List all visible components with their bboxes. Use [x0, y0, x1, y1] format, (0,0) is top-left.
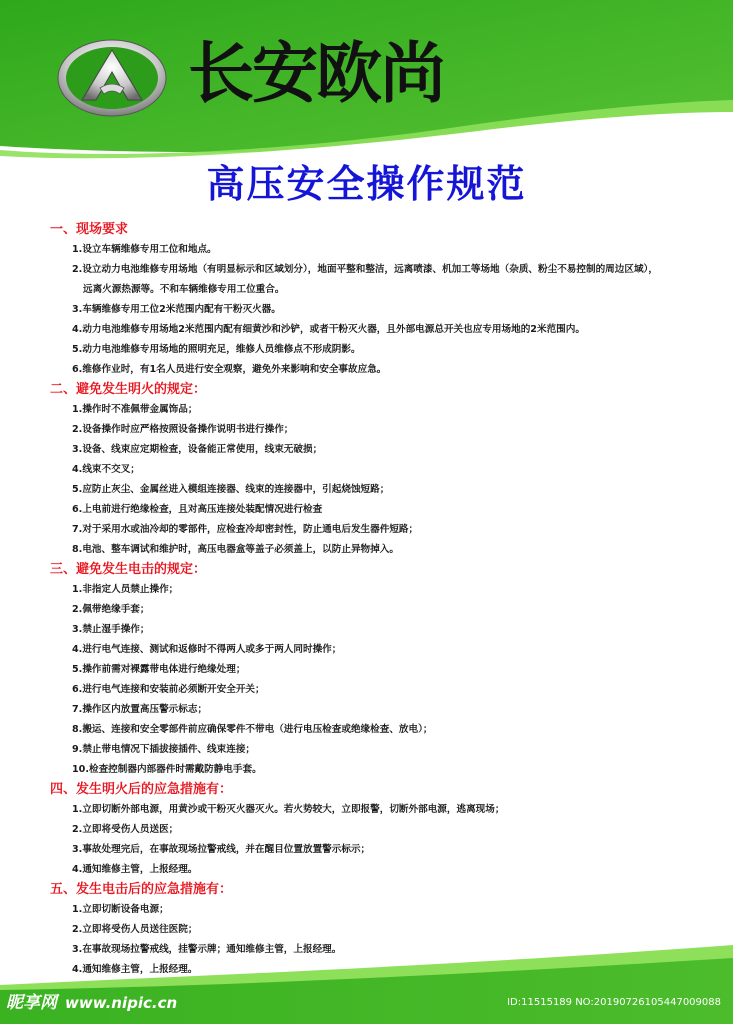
- brand-name: 长安欧尚: [188, 35, 444, 112]
- list-item: 1.立即切断设备电源；: [72, 904, 169, 915]
- section-heading: 二、避免发生明火的规定：: [50, 382, 207, 397]
- content: [50, 220, 720, 980]
- list-item: 5.动力电池维修专用场地的照明充足，维修人员维修点不形成阴影。: [72, 344, 361, 355]
- list-item: 6.上电前进行绝缘检查，且对高压连接处装配情况进行检查: [72, 504, 323, 515]
- list-item: 5.操作前需对裸露带电体进行绝缘处理；: [72, 664, 246, 675]
- list-item: 2.立即将受伤人员送医；: [72, 824, 179, 835]
- section-heading: 一、现场要求: [50, 222, 129, 237]
- list-item: 1.操作时不准佩带金属饰品；: [72, 404, 198, 415]
- watermark-site-name: 昵享网: [6, 993, 57, 1013]
- section-1: [50, 220, 720, 380]
- list-item: 1.立即切断外部电源，用黄沙或干粉灭火器灭火。若火势较大，立即报警，切断外部电源，逃离现场；: [72, 804, 505, 815]
- section-4: [50, 780, 720, 880]
- watermark-site: [6, 990, 177, 1016]
- list-item: 3.车辆维修专用工位2米范围内配有干粉灭火器。: [72, 304, 281, 315]
- section-5: [50, 880, 720, 980]
- list-item: 3.事故处理完后，在事故现场拉警戒线，并在醒目位置放置警示标示；: [72, 844, 371, 855]
- list-item: 远离火源热源等。不和车辆维修专用工位重合。: [83, 284, 285, 295]
- list-item: 3.禁止湿手操作；: [72, 624, 150, 635]
- changan-logo-icon: [56, 38, 168, 118]
- list-item: 6.维修作业时，有1名人员进行安全观察，避免外来影响和安全事故应急。: [72, 364, 387, 375]
- list-item: 4.进行电气连接、测试和返修时不得两人或多于两人同时操作；: [72, 644, 342, 655]
- list-item: 2.设立动力电池维修专用场地（有明显标示和区域划分），地面平整和整洁，远离喷漆、机加工等场地（杂质、粉尘不易控制的周边区域），: [72, 264, 658, 275]
- watermark-site-url: www.nipic.cn: [65, 994, 178, 1012]
- list-item: 7.操作区内放置高压警示标志；: [72, 704, 208, 715]
- page-title: 高压安全操作规范: [206, 162, 527, 206]
- list-item: 1.非指定人员禁止操作；: [72, 584, 179, 595]
- list-item: 5.应防止灰尘、金属丝进入模组连接器、线束的连接器中，引起烧蚀短路；: [72, 484, 390, 495]
- watermark-id: ID:11515189 NO:20190726105447009088: [507, 997, 721, 1008]
- list-item: 7.对于采用水或油冷却的零部件，应检查冷却密封性，防止通电后发生器件短路；: [72, 524, 419, 535]
- list-item: 2.佩带绝缘手套；: [72, 604, 150, 615]
- list-item: 3.设备、线束应定期检查，设备能正常使用，线束无破损；: [72, 444, 323, 455]
- list-item: 3.在事故现场拉警戒线，挂警示牌；通知维修主管，上报经理。: [72, 944, 342, 955]
- list-item: 4.线束不交叉；: [72, 464, 140, 475]
- list-item: 10.检查控制器内部器件时需戴防静电手套。: [72, 764, 262, 775]
- list-item: 4.通知维修主管，上报经理。: [72, 864, 198, 875]
- list-item: 4.通知维修主管，上报经理。: [72, 964, 198, 975]
- list-item: 2.立即将受伤人员送往医院；: [72, 924, 198, 935]
- section-2: [50, 380, 720, 560]
- list-item: 4.动力电池维修专用场地2米范围内配有细黄沙和沙铲，或者干粉灭火器，且外部电源总开关也应专用场地的2米范围内。: [72, 324, 585, 335]
- list-item: 8.搬运、连接和安全零部件前应确保零件不带电（进行电压检查或绝缘检查、放电）；: [72, 724, 433, 735]
- section-3: [50, 560, 720, 780]
- section-heading: 三、避免发生电击的规定：: [50, 562, 207, 577]
- list-item: 9.禁止带电情况下插拔接插件、线束连接；: [72, 744, 256, 755]
- list-item: 2.设备操作时应严格按照设备操作说明书进行操作；: [72, 424, 294, 435]
- list-item: 1.设立车辆维修专用工位和地点。: [72, 244, 217, 255]
- list-item: 6.进行电气连接和安装前必须断开安全开关；: [72, 684, 265, 695]
- list-item: 8.电池、整车调试和维护时，高压电器盒等盖子必须盖上，以防止异物掉入。: [72, 544, 399, 555]
- section-heading: 四、发生明火后的应急措施有：: [50, 782, 233, 797]
- section-heading: 五、发生电击后的应急措施有：: [50, 882, 233, 897]
